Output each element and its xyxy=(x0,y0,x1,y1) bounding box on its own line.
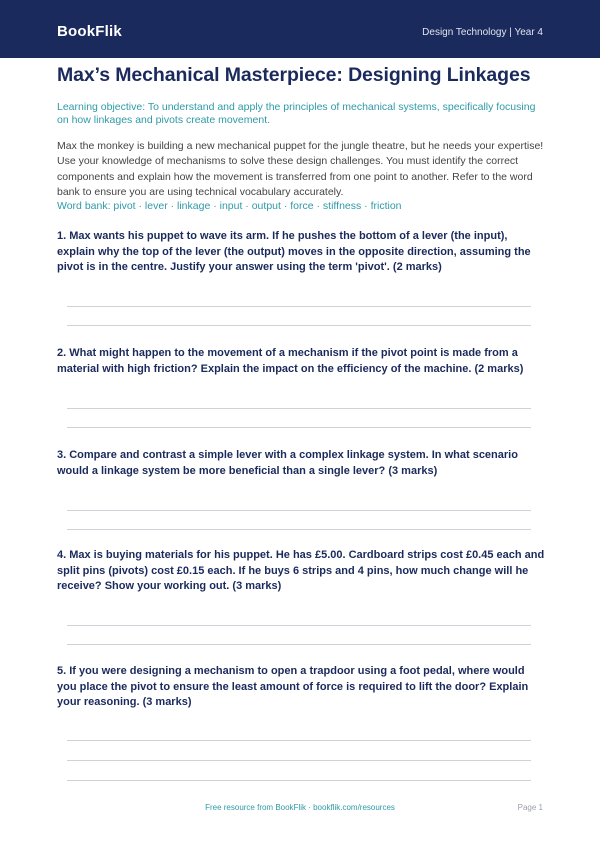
answer-line[interactable] xyxy=(67,408,531,409)
page-header xyxy=(0,0,600,58)
question-2: 2. What might happen to the movement of a mechanism if the pivot point is made from a material with high friction? Explain the impact on the efficiency of the machine. (2 marks) xyxy=(57,347,524,375)
answer-line[interactable] xyxy=(67,644,531,645)
question-4: 4. Max is buying materials for his puppet. He has £5.00. Cardboard strips cost £0.45 each and split pins (pivots) cost £0.15 each. If he buys 6 strips and 4 pins, how much change will he receive? Show your working out. (3 marks) xyxy=(57,549,545,593)
answer-line[interactable] xyxy=(67,325,531,326)
answer-line[interactable] xyxy=(67,427,531,428)
page-number: Page 1 xyxy=(517,803,543,812)
worksheet-title: Max’s Mechanical Masterpiece: Designing Linkages xyxy=(57,64,531,86)
brand-logo[interactable]: BookFlik xyxy=(57,23,122,40)
question-1: 1. Max wants his puppet to wave its arm. If he pushes the bottom of a lever (the input), explain why the top of the lever (the output) moves in the opposite direction, assuming the pivot is in the centre. Justify your answer using the term 'pivot'. (2 marks) xyxy=(57,230,531,274)
answer-line[interactable] xyxy=(67,780,531,781)
question-3: 3. Compare and contrast a simple lever with a complex linkage system. In what scenario would a linkage system be more beneficial than a single lever? (3 marks) xyxy=(57,449,518,477)
subject-label: Design Technology | Year 4 xyxy=(422,27,543,38)
answer-line[interactable] xyxy=(67,510,531,511)
answer-line[interactable] xyxy=(67,625,531,626)
answer-line[interactable] xyxy=(67,529,531,530)
question-5: 5. If you were designing a mechanism to open a trapdoor using a foot pedal, where would you place the pivot to ensure the least amount of force is required to lift the door? Explain your reasoning. (3 marks) xyxy=(57,665,529,709)
answer-line[interactable] xyxy=(67,740,531,741)
word-bank: Word bank: pivot · lever · linkage · input · output · force · stiffness · friction xyxy=(57,200,402,212)
learning-objective: Learning objective: To understand and apply the principles of mechanical systems, specifically focusing on how linkages and pivots create movement. xyxy=(57,101,536,126)
answer-line[interactable] xyxy=(67,760,531,761)
answer-line[interactable] xyxy=(67,306,531,307)
footer-link[interactable]: Free resource from BookFlik · bookflik.com/resources xyxy=(205,803,395,812)
intro-paragraph: Max the monkey is building a new mechanical puppet for the jungle theatre, but he needs your expertise! Use your knowledge of mechanisms to solve these design challenges. You must identify the correct components and explain how the movement is transferred from one point to another. Refer to the word bank to ensure you are using technical vocabulary accurately. xyxy=(57,140,544,198)
